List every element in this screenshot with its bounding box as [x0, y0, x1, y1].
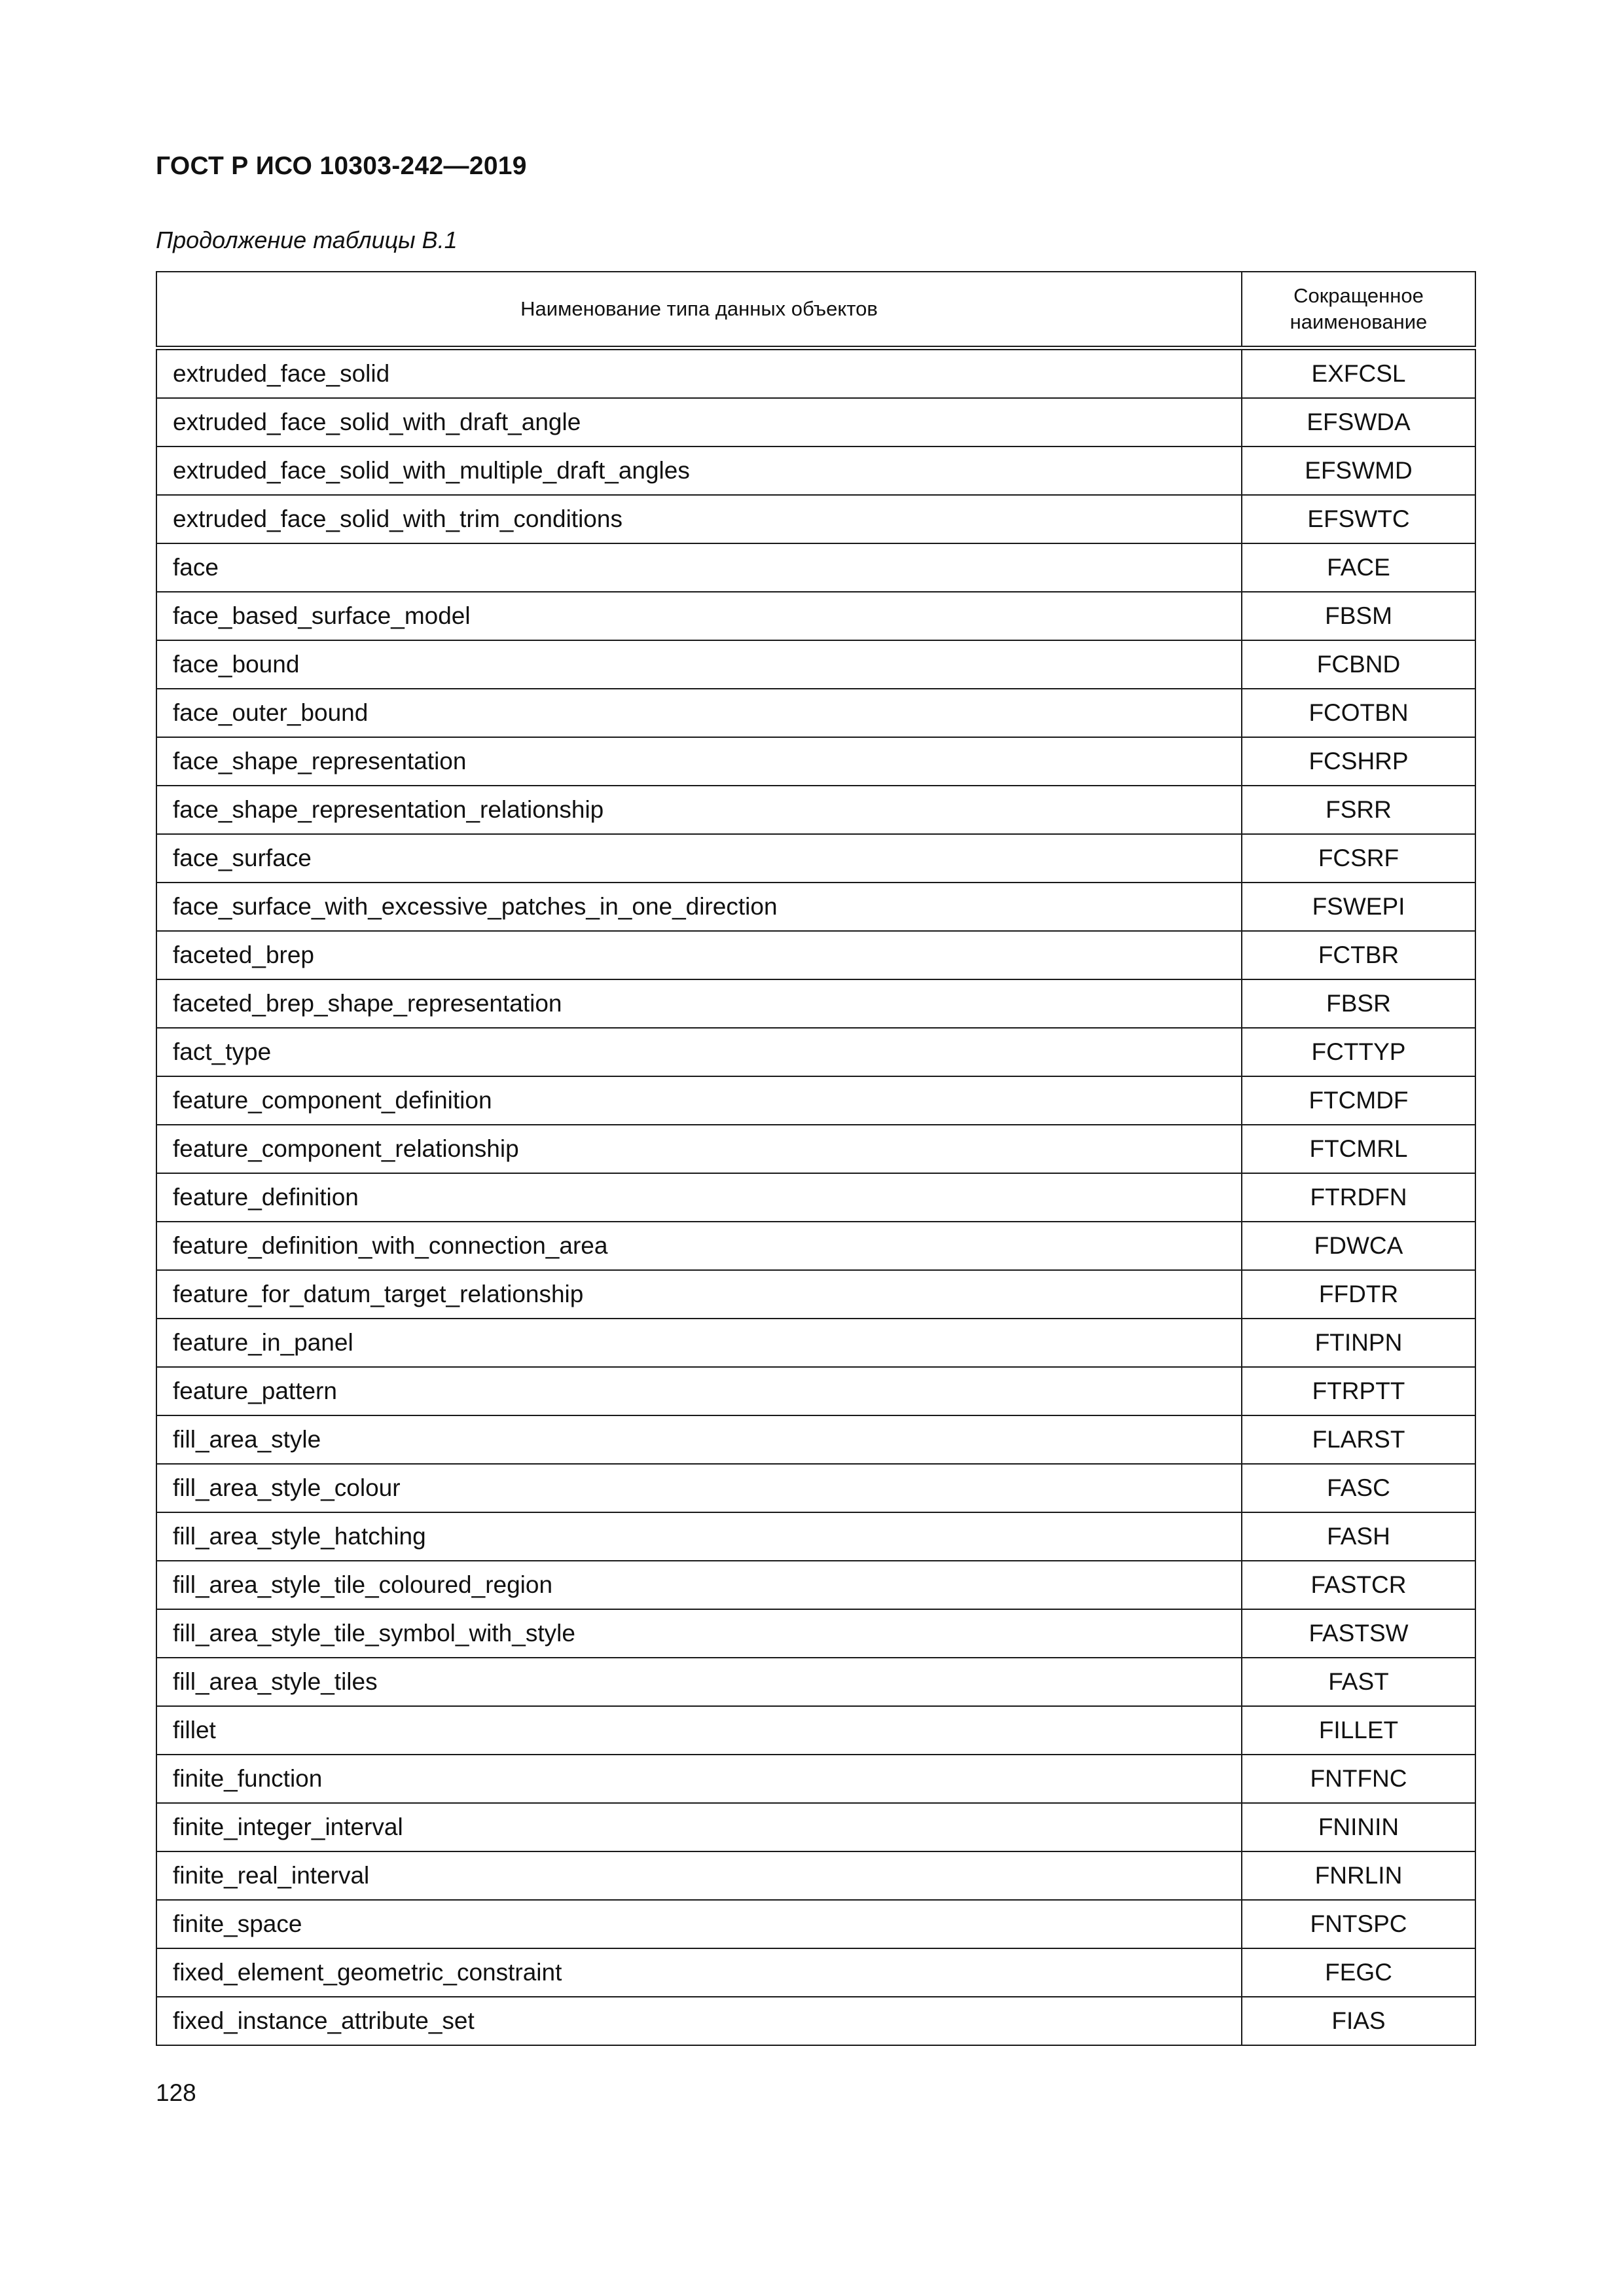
- table-row: [156, 1367, 1475, 1415]
- cell-entity-name: feature_definition_with_connection_area: [156, 1222, 1242, 1270]
- table-row: [156, 1319, 1475, 1367]
- cell-entity-name: finite_space: [156, 1900, 1242, 1948]
- cell-short-name: FCSHRP: [1242, 737, 1475, 786]
- cell-short-name: FTCMRL: [1242, 1125, 1475, 1173]
- cell-entity-name: extruded_face_solid_with_multiple_draft_angles: [156, 446, 1242, 495]
- cell-short-name: FNTSPC: [1242, 1900, 1475, 1948]
- table-row: [156, 1706, 1475, 1755]
- cell-short-name: FNININ: [1242, 1803, 1475, 1851]
- table-row: [156, 786, 1475, 834]
- cell-entity-name: extruded_face_solid: [156, 348, 1242, 399]
- column-header-abbreviation-line2: наименование: [1290, 310, 1428, 333]
- cell-short-name: FCBND: [1242, 640, 1475, 689]
- cell-short-name: FBSM: [1242, 592, 1475, 640]
- cell-entity-name: finite_integer_interval: [156, 1803, 1242, 1851]
- cell-entity-name: fill_area_style_tile_symbol_with_style: [156, 1609, 1242, 1658]
- column-header-name: Наименование типа данных объектов: [156, 272, 1242, 348]
- table-caption: Продолжение таблицы В.1: [156, 227, 458, 253]
- data-type-table: [156, 271, 1476, 2046]
- cell-entity-name: extruded_face_solid_with_trim_conditions: [156, 495, 1242, 543]
- table-row: [156, 689, 1475, 737]
- cell-short-name: FTRDFN: [1242, 1173, 1475, 1222]
- document-title: ГОСТ Р ИСО 10303-242—2019: [156, 152, 527, 180]
- cell-short-name: FASH: [1242, 1512, 1475, 1561]
- cell-entity-name: face_bound: [156, 640, 1242, 689]
- cell-entity-name: finite_function: [156, 1755, 1242, 1803]
- page-number: 128: [156, 2079, 196, 2106]
- table-row: [156, 1609, 1475, 1658]
- cell-entity-name: feature_for_datum_target_relationship: [156, 1270, 1242, 1319]
- cell-short-name: FTCMDF: [1242, 1076, 1475, 1125]
- cell-short-name: EXFCSL: [1242, 348, 1475, 399]
- table-row: [156, 1415, 1475, 1464]
- table-row: [156, 1948, 1475, 1997]
- table-row: [156, 1512, 1475, 1561]
- cell-short-name: FACE: [1242, 543, 1475, 592]
- table-row: [156, 1851, 1475, 1900]
- table-body: [156, 348, 1475, 2046]
- cell-short-name: FNTFNC: [1242, 1755, 1475, 1803]
- cell-entity-name: face_surface: [156, 834, 1242, 883]
- cell-entity-name: fill_area_style: [156, 1415, 1242, 1464]
- cell-entity-name: face_shape_representation_relationship: [156, 786, 1242, 834]
- cell-short-name: FASTCR: [1242, 1561, 1475, 1609]
- table-row: [156, 1464, 1475, 1512]
- cell-short-name: FNRLIN: [1242, 1851, 1475, 1900]
- table-row: [156, 1900, 1475, 1948]
- cell-short-name: FIAS: [1242, 1997, 1475, 2045]
- cell-short-name: FSWEPI: [1242, 883, 1475, 931]
- table-row: [156, 398, 1475, 446]
- cell-short-name: FASTSW: [1242, 1609, 1475, 1658]
- cell-entity-name: fillet: [156, 1706, 1242, 1755]
- cell-entity-name: face_surface_with_excessive_patches_in_one_direction: [156, 883, 1242, 931]
- cell-short-name: FFDTR: [1242, 1270, 1475, 1319]
- cell-entity-name: feature_definition: [156, 1173, 1242, 1222]
- cell-entity-name: feature_component_definition: [156, 1076, 1242, 1125]
- table-row: [156, 495, 1475, 543]
- cell-short-name: FLARST: [1242, 1415, 1475, 1464]
- column-header-abbreviation: [1242, 272, 1475, 348]
- cell-short-name: FCTBR: [1242, 931, 1475, 979]
- cell-short-name: FAST: [1242, 1658, 1475, 1706]
- cell-short-name: FSRR: [1242, 786, 1475, 834]
- cell-short-name: FDWCA: [1242, 1222, 1475, 1270]
- cell-entity-name: extruded_face_solid_with_draft_angle: [156, 398, 1242, 446]
- cell-short-name: FEGC: [1242, 1948, 1475, 1997]
- cell-short-name: EFSWTC: [1242, 495, 1475, 543]
- table-row: [156, 1173, 1475, 1222]
- table-row: [156, 1270, 1475, 1319]
- cell-entity-name: feature_pattern: [156, 1367, 1242, 1415]
- table-row: [156, 640, 1475, 689]
- table-row: [156, 883, 1475, 931]
- column-header-abbreviation-line1: Сокращенное: [1293, 283, 1424, 307]
- cell-entity-name: faceted_brep: [156, 931, 1242, 979]
- table-row: [156, 348, 1475, 399]
- cell-entity-name: face_outer_bound: [156, 689, 1242, 737]
- cell-entity-name: face: [156, 543, 1242, 592]
- cell-entity-name: fill_area_style_colour: [156, 1464, 1242, 1512]
- cell-short-name: FILLET: [1242, 1706, 1475, 1755]
- table-row: [156, 1755, 1475, 1803]
- cell-short-name: FTRPTT: [1242, 1367, 1475, 1415]
- cell-short-name: FCOTBN: [1242, 689, 1475, 737]
- table-row: [156, 1125, 1475, 1173]
- table-row: [156, 1028, 1475, 1076]
- table-row: [156, 1076, 1475, 1125]
- cell-short-name: FASC: [1242, 1464, 1475, 1512]
- table-header-row: [156, 272, 1475, 348]
- cell-entity-name: fixed_element_geometric_constraint: [156, 1948, 1242, 1997]
- cell-short-name: FCTTYP: [1242, 1028, 1475, 1076]
- cell-entity-name: fact_type: [156, 1028, 1242, 1076]
- cell-entity-name: feature_in_panel: [156, 1319, 1242, 1367]
- table-row: [156, 979, 1475, 1028]
- cell-entity-name: finite_real_interval: [156, 1851, 1242, 1900]
- cell-short-name: FTINPN: [1242, 1319, 1475, 1367]
- cell-entity-name: fill_area_style_tile_coloured_region: [156, 1561, 1242, 1609]
- table-row: [156, 834, 1475, 883]
- table-row: [156, 1658, 1475, 1706]
- cell-entity-name: fixed_instance_attribute_set: [156, 1997, 1242, 2045]
- table-row: [156, 543, 1475, 592]
- table-row: [156, 931, 1475, 979]
- table-row: [156, 1997, 1475, 2045]
- cell-short-name: FBSR: [1242, 979, 1475, 1028]
- cell-entity-name: fill_area_style_tiles: [156, 1658, 1242, 1706]
- cell-entity-name: faceted_brep_shape_representation: [156, 979, 1242, 1028]
- cell-entity-name: face_based_surface_model: [156, 592, 1242, 640]
- cell-short-name: EFSWMD: [1242, 446, 1475, 495]
- table-row: [156, 1222, 1475, 1270]
- cell-entity-name: fill_area_style_hatching: [156, 1512, 1242, 1561]
- table-row: [156, 446, 1475, 495]
- cell-entity-name: feature_component_relationship: [156, 1125, 1242, 1173]
- table-row: [156, 737, 1475, 786]
- table-header: [156, 272, 1475, 348]
- cell-short-name: EFSWDA: [1242, 398, 1475, 446]
- table-row: [156, 1803, 1475, 1851]
- cell-short-name: FCSRF: [1242, 834, 1475, 883]
- table-row: [156, 592, 1475, 640]
- table-row: [156, 1561, 1475, 1609]
- cell-entity-name: face_shape_representation: [156, 737, 1242, 786]
